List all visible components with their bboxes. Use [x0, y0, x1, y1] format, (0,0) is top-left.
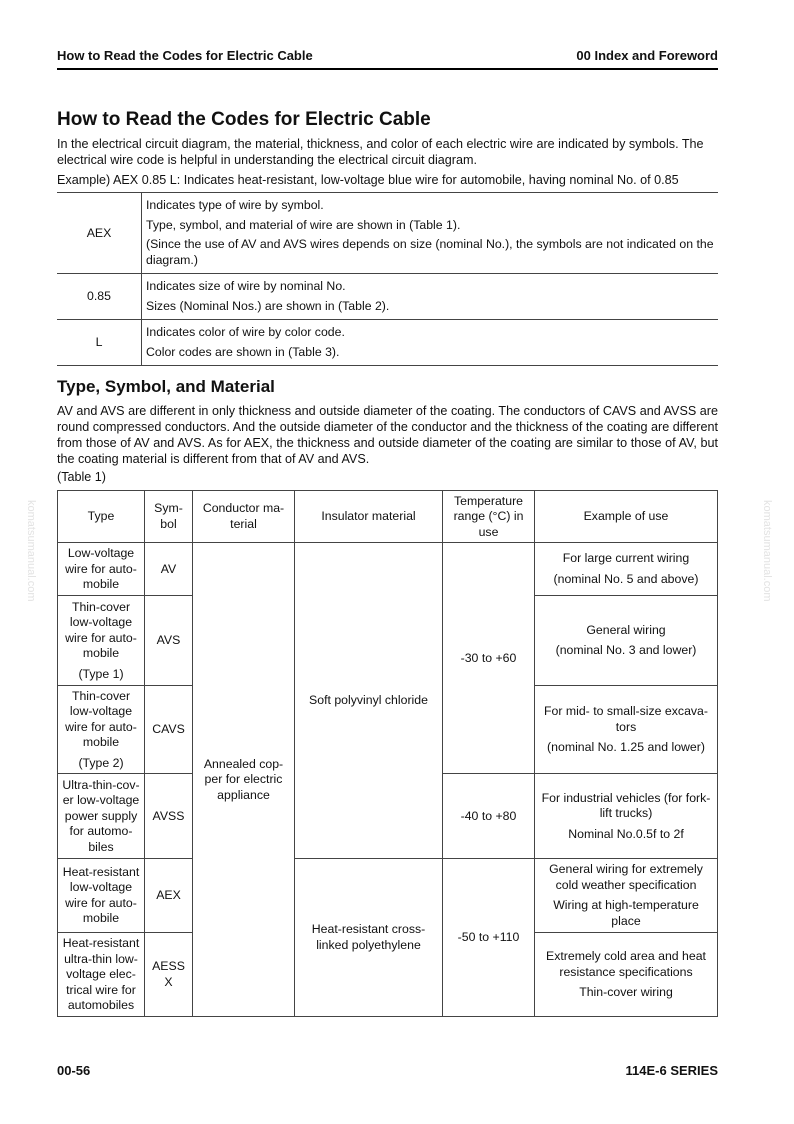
description-line: Indicates size of wire by nominal No. — [146, 279, 346, 294]
header-section: 00 Index and Foreword — [576, 48, 718, 63]
example-cell — [535, 543, 718, 596]
code-description — [142, 193, 719, 274]
insulator-cell-xlpe — [295, 859, 443, 1017]
page-header — [57, 48, 718, 68]
header-symbol: Sym- bol — [145, 491, 193, 543]
conductor-cell — [193, 543, 295, 1017]
code-table — [57, 192, 718, 366]
insulator-text: Heat-resistant cross- linked polyethylene — [311, 922, 426, 952]
code-cell: AEX — [57, 193, 142, 274]
example-cell — [535, 774, 718, 859]
header-temperature: Temperature range (°C) in use — [443, 491, 535, 543]
example-cell — [535, 596, 718, 686]
description-line: Sizes (Nominal Nos.) are shown in (Table 2). — [146, 298, 390, 313]
series-label: 114E-6 SERIES — [625, 1063, 718, 1078]
table-row — [58, 859, 718, 933]
example-line: Extremely cold area and heat resistance specifications — [546, 949, 706, 979]
description-line: Color codes are shown in (Table 3). — [146, 344, 340, 359]
symbol-cell: AESS X — [145, 933, 193, 1017]
code-cell: L — [57, 320, 142, 366]
example-cell — [535, 686, 718, 774]
insulator-text: Soft polyvinyl chloride — [309, 693, 428, 708]
temperature-cell: -30 to +60 — [443, 543, 535, 774]
type-text: Thin-cover low-voltage wire for auto- mobile — [65, 599, 137, 661]
description-line: Type, symbol, and material of wire are shown in (Table 1). — [146, 217, 461, 232]
header-type: Type — [58, 491, 145, 543]
code-row — [57, 193, 718, 274]
example-cell — [535, 859, 718, 933]
code-cell: 0.85 — [57, 274, 142, 320]
header-conductor: Conductor ma- terial — [193, 491, 295, 543]
header-insulator: Insulator material — [295, 491, 443, 543]
type-cell: Low-voltage wire for auto- mobile — [58, 543, 145, 596]
table-label: (Table 1) — [57, 469, 106, 484]
example-line: Nominal No.0.5f to 2f — [568, 826, 684, 841]
code-row — [57, 320, 718, 366]
type-cell: Heat-resistant ultra-thin low- voltage elec- trical wire for automobiles — [58, 933, 145, 1017]
section-title: Type, Symbol, and Material — [57, 377, 275, 397]
intro-paragraph: In the electrical circuit diagram, the material, thickness, and color of each electric wire are indicated by symbols. The electrical wire code is helpful in understanding the electrical circuit diagram. — [57, 137, 704, 167]
type-cell — [58, 596, 145, 686]
watermark-right: komatsumanual.com — [761, 500, 773, 602]
example-line: General wiring — [586, 622, 666, 637]
symbol-cell: AVSS — [145, 774, 193, 859]
code-description — [142, 320, 719, 366]
main-content — [57, 108, 718, 1017]
example-line: For industrial vehicles (for fork- lift trucks) — [541, 790, 711, 821]
example-line: For large current wiring — [562, 551, 690, 566]
code-row — [57, 274, 718, 320]
example-line: (nominal No. 1.25 and lower) — [547, 740, 705, 755]
type-text: Thin-cover low-voltage wire for auto- mobile — [65, 688, 137, 750]
type-subtext: (Type 1) — [78, 666, 124, 681]
type-cell — [58, 686, 145, 774]
header-title: How to Read the Codes for Electric Cable — [57, 48, 313, 63]
page-number: 00-56 — [57, 1063, 91, 1078]
temperature-cell: -50 to +110 — [443, 859, 535, 1017]
type-subtext: (Type 2) — [78, 755, 124, 770]
symbol-cell: AEX — [145, 859, 193, 933]
example-line: (nominal No. 5 and above) — [553, 571, 699, 586]
type-cell: Heat-resistant low-voltage wire for auto- mobile — [58, 859, 145, 933]
example-line: Example) AEX 0.85 L: Indicates heat-resistant, low-voltage blue wire for automobile, having nominal No. of 0.85 — [57, 172, 679, 187]
section-paragraph: AV and AVS are different in only thickness and outside diameter of the coating. The conductors of CAVS and AVSS are round compressed conductors. And the outside diameter of the conductor and the thickness of the coating are different from those of AV and AVS. As for AEX, the thickness and outside diameter of the coating are similar to those of AV, but the coating material is different from that of AV and AVS. — [57, 404, 718, 466]
example-line: (nominal No. 3 and lower) — [555, 643, 697, 658]
example-line: Thin-cover wiring — [579, 985, 673, 1000]
page-title: How to Read the Codes for Electric Cable — [57, 109, 431, 130]
symbol-cell: CAVS — [145, 686, 193, 774]
insulator-cell-pvc — [295, 543, 443, 859]
conductor-text: Annealed cop- per for electric appliance — [203, 756, 284, 802]
symbol-cell: AV — [145, 543, 193, 596]
description-line: Indicates type of wire by symbol. — [146, 198, 324, 213]
header-rule — [57, 68, 718, 70]
code-description — [142, 274, 719, 320]
table-row — [58, 543, 718, 596]
watermark-left: komatsumanual.com — [25, 500, 37, 602]
wire-type-table — [57, 490, 718, 1017]
table-header-row — [58, 491, 718, 543]
description-line: (Since the use of AV and AVS wires depends on size (nominal No.), the symbols are not indicated on the diagram.) — [146, 237, 714, 267]
description-line: Indicates color of wire by color code. — [146, 325, 345, 340]
symbol-cell: AVS — [145, 596, 193, 686]
example-line: General wiring for extremely cold weather specification — [549, 862, 703, 892]
temperature-cell: -40 to +80 — [443, 774, 535, 859]
example-line: For mid- to small-size excava- tors — [544, 704, 708, 734]
example-line: Wiring at high-temperature place — [553, 898, 699, 928]
header-example: Example of use — [535, 491, 718, 543]
type-cell: Ultra-thin-cov- er low-voltage power supply for automo- biles — [58, 774, 145, 859]
example-cell — [535, 933, 718, 1017]
